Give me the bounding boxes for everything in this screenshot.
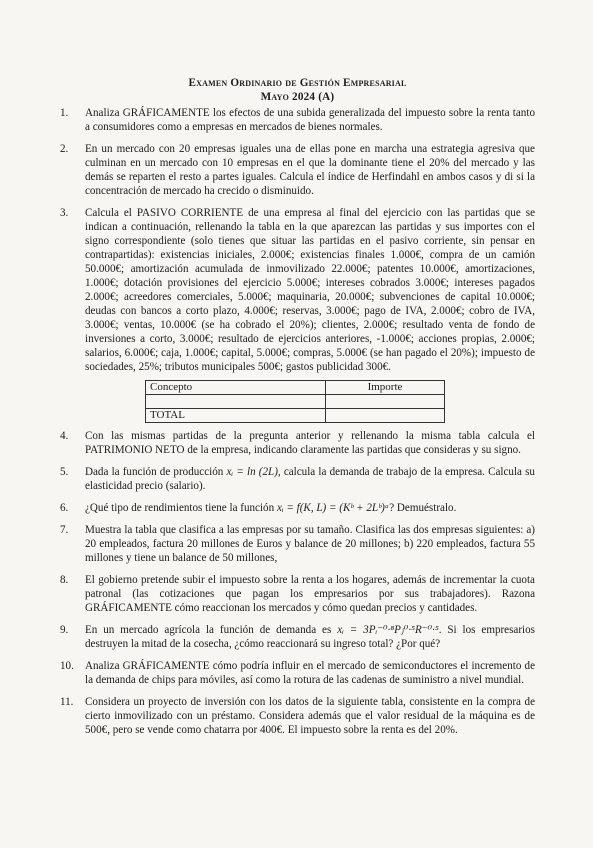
question-text: Analiza GRÁFICAMENTE cómo podría influir en el mercado de semiconductores el incremento de la demanda de chips para móviles, así como la rotura de las cadenas de suministro a nivel mundial.: [85, 660, 535, 686]
question-text-a: ¿Qué tipo de rendimientos tiene la función: [85, 502, 277, 514]
exam-date: Mayo 2024 (A): [260, 91, 335, 103]
question-text: Calcula el PASIVO CORRIENTE de una empresa al final del ejercicio con las partidas que se indican a continuación, rellenando la tabla en la que aparezcan las partidas y sus importes con el signo correspondiente (solo tienes que situar las partidas en el pasivo corriente, sin pensar en contrapartidas): existencias iniciales, 2.000€; existencias finales 1.000€, compra de un camión 50.000€; amortización acumulada de inmovilizado 22.000€; patentes 10.000€, amortizaciones, 1.000€; dotación provisiones del ejercicio 5.000€; intereses cobrados 3.000€; intereses pagados 2.000€; acreedores comerciales, 5.000€; maquinaria, 20.000€; subvenciones de capital 10.000€; deudas con bancos a corto plazo, 4.000€; reservas, 3.000€; pago de IVA, 2.000€; cobro de IVA, 3.000€; ventas, 10.000€ (se ha cobrado el 20%); clientes, 2.000€; resultado venta de fondo de inversiones a corto, 3.000€; resultado de ejercicios anteriores, -1.000€; acciones propias, 2.000€; salarios, 6.000€; caja, 1.000€; capital, 5.000€; compras, 5.000€ (se han pagado el 20%); impuesto de sociedades, 25%; tributos municipales 500€; gastos publicidad 300€.: [85, 207, 535, 373]
exam-header: [60, 76, 535, 104]
question-number: 3.: [60, 207, 69, 219]
question-text: En un mercado con 20 empresas iguales una de ellas pone en marcha una estrategia agresiva que culminan en un mercado con 10 empresas en el que la dominante tiene el 20% del mercado y las demás se reparten el resto a partes iguales. Calcula el índice de Herfindahl en ambos casos y di si la concentración de mercado ha crecido o disminuido.: [85, 143, 535, 197]
table-total-row: [146, 409, 445, 423]
question-5: [60, 465, 535, 493]
question-text-b: . Si los empresarios destruyen la mitad de la cosecha, ¿cómo reaccionará su ingreso total? ¿Por qué?: [85, 624, 535, 650]
question-1: [60, 106, 535, 134]
question-number: 10.: [60, 660, 74, 672]
question-text: Con las mismas partidas de la pregunta anterior y rellenando la misma tabla calcula el PATRIMONIO NETO de la empresa, indicando claramente las partidas que consideras y su signo.: [85, 430, 535, 456]
table-cell: [326, 409, 445, 423]
question-10: [60, 659, 535, 687]
formula: xᵢ = 3Pᵢ⁻⁰·⁸Pⱼ⁰·⁵R⁻⁰·⁵: [337, 624, 439, 636]
question-text-a: Dada la función de producción: [85, 466, 227, 478]
question-4: [60, 429, 535, 457]
question-11: [60, 695, 535, 737]
question-number: 9.: [60, 624, 69, 636]
question-text: Analiza GRÁFICAMENTE los efectos de una subida generalizada del impuesto sobre la renta tanto a consumidores como a empresas en mercados de bienes normales.: [85, 107, 535, 133]
answer-table: [145, 380, 445, 423]
question-text-b: ? Demuéstralo.: [389, 502, 457, 514]
table-row: [146, 395, 445, 409]
question-number: 4.: [60, 430, 69, 442]
question-list: [60, 106, 535, 737]
question-text: Considera un proyecto de inversión con los datos de la siguiente tabla, consistente en la compra de cierto inmovilizado con un préstamo. Considera además que el valor residual de la máquina es de 500€, pero se vende como chatarra por 400€. El impuesto sobre la renta es del 20%.: [85, 696, 535, 736]
question-8: [60, 573, 535, 615]
question-number: 1.: [60, 107, 69, 119]
table-total-label: TOTAL: [146, 409, 326, 423]
question-7: [60, 523, 535, 565]
question-text-b: , calcula la demanda de trabajo de la empresa. Calcula su elasticidad precio (salario).: [85, 466, 535, 492]
question-number: 7.: [60, 524, 69, 536]
table-cell: [146, 395, 326, 409]
question-3: [60, 206, 535, 423]
table-cell: [326, 395, 445, 409]
table-header-row: [146, 381, 445, 395]
question-number: 6.: [60, 502, 69, 514]
question-text: Muestra la tabla que clasifica a las empresas por su tamaño. Clasifica las dos empresas siguientes: a) 20 empleados, factura 20 millones de Euros y balance de 20 millones; b) 220 empleados, factura 55 millones y tiene un balance de 50 millones,: [85, 524, 535, 564]
question-2: [60, 142, 535, 198]
formula: xᵢ = f(K, L) = (Kᵇ + 2Lᵇ)ᵃ: [276, 502, 390, 514]
question-text-a: En un mercado agrícola la función de demanda es: [85, 624, 338, 636]
table-header-importe: Importe: [326, 381, 445, 395]
question-number: 2.: [60, 143, 69, 155]
question-number: 8.: [60, 574, 69, 586]
table-header-concepto: Concepto: [146, 381, 326, 395]
formula: xᵢ = ln (2L): [226, 466, 278, 478]
question-text: El gobierno pretende subir el impuesto sobre la renta a los hogares, además de incrementar la cuota patronal (las cotizaciones que pagan los empresarios por sus trabajadores). Razona GRÁFICAMENTE cómo reaccionan los mercados y cómo quedan precios y cantidades.: [85, 574, 535, 614]
question-9: [60, 623, 535, 651]
question-number: 5.: [60, 466, 69, 478]
question-6: [60, 501, 535, 515]
question-number: 11.: [60, 696, 74, 708]
exam-title: Examen Ordinario de Gestión Empresarial: [188, 77, 407, 89]
